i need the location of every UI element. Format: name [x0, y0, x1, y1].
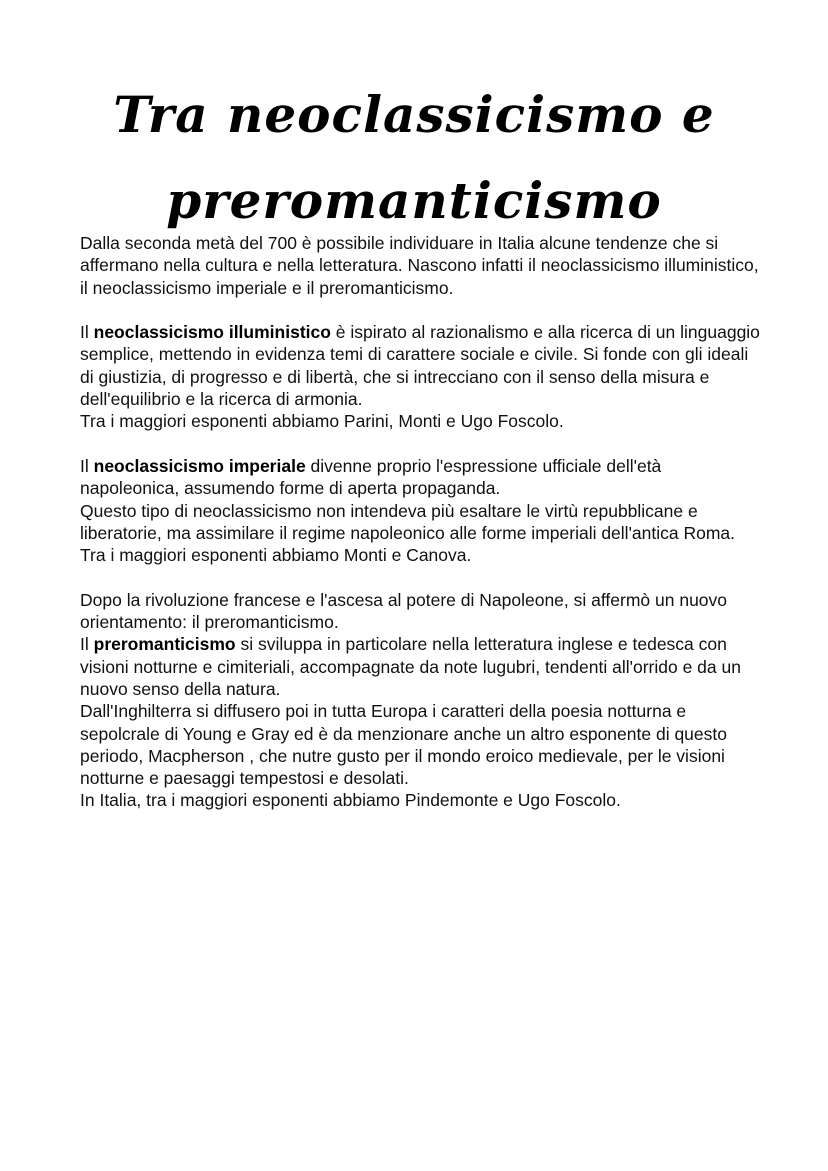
- preromanticismo-term: preromanticismo: [93, 634, 236, 655]
- illuministico-text: è ispirato al razionalismo e alla ricerca di un linguaggio semplice, mettendo in evidenza temi di carattere sociale e civile. Si fonde con gli ideali di giustizia, di progresso e di libertà, che si intrecciano con il senso della misura e dell'equilibrio e la ricerca di armonia.: [80, 322, 760, 410]
- illuministico-paragraph: [80, 321, 760, 432]
- intro-paragraph: [80, 232, 760, 299]
- preromanticismo-england: Dall'Inghilterra si diffusero poi in tutta Europa i caratteri della poesia notturna e sepolcrale di Young e Gray ed è da menzionare anche un altro esponente di questo periodo, Macpherson , che nutre gusto per il mondo eroico medievale, per le visioni notturne e paesaggi tempestosi e desolati.: [80, 701, 727, 789]
- illuministico-term: neoclassicismo illuministico: [93, 322, 331, 343]
- intro-text: Dalla seconda metà del 700 è possibile individuare in Italia alcune tendenze che si affermano nella cultura e nella letteratura. Nascono infatti il neoclassicismo illuministico, il neoclassicismo imperiale e il preromanticismo.: [80, 233, 759, 298]
- illuministico-authors: Tra i maggiori esponenti abbiamo Parini, Monti e Ugo Foscolo.: [80, 411, 564, 432]
- preromanticismo-definition: [80, 633, 760, 700]
- title-line-2: preromanticismo: [166, 171, 662, 230]
- preromanticismo-paragraph: [80, 589, 760, 812]
- title-line-1: Tra neoclassicismo e: [113, 85, 715, 144]
- imperiale-text: divenne proprio l'espressione ufficiale dell'età napoleonica, assumendo forme di aperta propaganda.: [80, 455, 662, 499]
- page-title: [0, 72, 828, 244]
- preromanticismo-text: si sviluppa in particolare nella letteratura inglese e tedesca con visioni notturne e cimiteriali, accompagnate da note lugubri, tendenti all'orrido e da un nuovo senso della natura.: [80, 634, 741, 699]
- imperiale-continued: Questo tipo di neoclassicismo non intendeva più esaltare le virtù repubblicane e liberatorie, ma assimilare il regime napoleonico alle forme imperiali dell'antica Roma. Tra i maggiori esponenti abbiamo Monti e Canova.: [80, 500, 736, 566]
- document-body: [80, 232, 760, 834]
- imperiale-term: neoclassicismo imperiale: [93, 455, 306, 476]
- imperiale-prefix: Il: [80, 455, 94, 476]
- preromanticismo-prefix: Il: [80, 634, 94, 655]
- preromanticismo-italy: In Italia, tra i maggiori esponenti abbiamo Pindemonte e Ugo Foscolo.: [80, 790, 621, 811]
- imperiale-paragraph: [80, 455, 760, 566]
- preromanticismo-intro: Dopo la rivoluzione francese e l'ascesa al potere di Napoleone, si affermò un nuovo orientamento: il preromanticismo.: [80, 589, 728, 633]
- illuministico-prefix: Il: [80, 322, 94, 343]
